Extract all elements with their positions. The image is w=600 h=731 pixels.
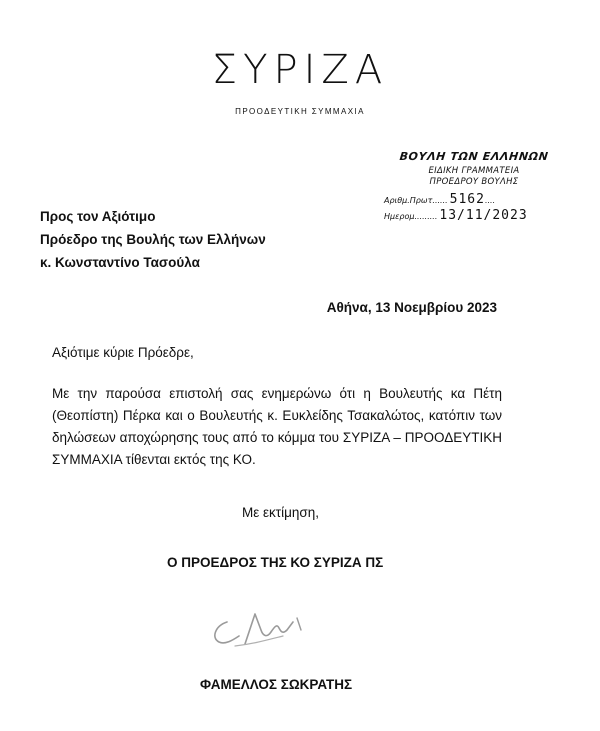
stamp-protocol-label: Αριθμ.Πρωτ.: [384, 196, 435, 205]
signer-title: Ο ΠΡΟΕΔΡΟΣ ΤΗΣ ΚΟ ΣΥΡΙΖΑ ΠΣ: [167, 555, 384, 570]
party-subtitle: ΠΡΟΟΔΕΥΤΙΚΗ ΣΥΜΜΑΧΙΑ: [235, 107, 365, 116]
stamp-date-row: Ημερομ......... 13/11/2023: [384, 208, 528, 223]
stamp-date-label: Ημερομ.: [384, 212, 418, 221]
salutation: Αξιότιμε κύριε Πρόεδρε,: [52, 345, 194, 360]
recipient-line-3: κ. Κωνσταντίνο Τασούλα: [40, 255, 200, 270]
stamp-protocol-row: Αριθμ.Πρωτ...... 5162....: [384, 192, 496, 207]
recipient-line-1: Προς τον Αξιότιμο: [40, 209, 156, 224]
stamp-line-2: ΕΙΔΙΚΗ ΓΡΑΜΜΑΤΕΙΑ: [428, 166, 520, 176]
stamp-line-1: ΒΟΥΛΗ ΤΩΝ ΕΛΛΗΝΩΝ: [398, 150, 550, 163]
closing-phrase: Με εκτίμηση,: [242, 505, 319, 520]
stamp-protocol-number: 5162: [449, 192, 485, 207]
handwritten-signature: [205, 600, 315, 660]
party-logo: ΣΥΡΙΖΑ: [211, 47, 389, 93]
letter-date: Αθήνα, 13 Νοεμβρίου 2023: [326, 300, 497, 315]
signer-name: ΦΑΜΕΛΛΟΣ ΣΩΚΡΑΤΗΣ: [200, 677, 353, 692]
stamp-date-value: 13/11/2023: [439, 208, 528, 223]
stamp-line-3: ΠΡΟΕΔΡΟΥ ΒΟΥΛΗΣ: [429, 177, 519, 187]
parliament-stamp: [384, 150, 564, 223]
recipient-block: [40, 205, 266, 274]
letter-body: Με την παρούσα επιστολή σας ενημερώνω ότι η Βουλευτής κα Πέτη (Θεοπίστη) Πέρκα και ο Βουλευτής κ. Ευκλείδης Τσακαλώτος, κατόπιν των δηλώσεων αποχώρησης τους από το κόμμα του ΣΥΡΙΖΑ – ΠΡΟΟΔΕΥΤΙΚΗ ΣΥΜΜΑΧΙΑ τίθενται εκτός της ΚΟ.: [52, 386, 502, 467]
recipient-line-2: Πρόεδρο της Βουλής των Ελλήνων: [40, 232, 266, 247]
